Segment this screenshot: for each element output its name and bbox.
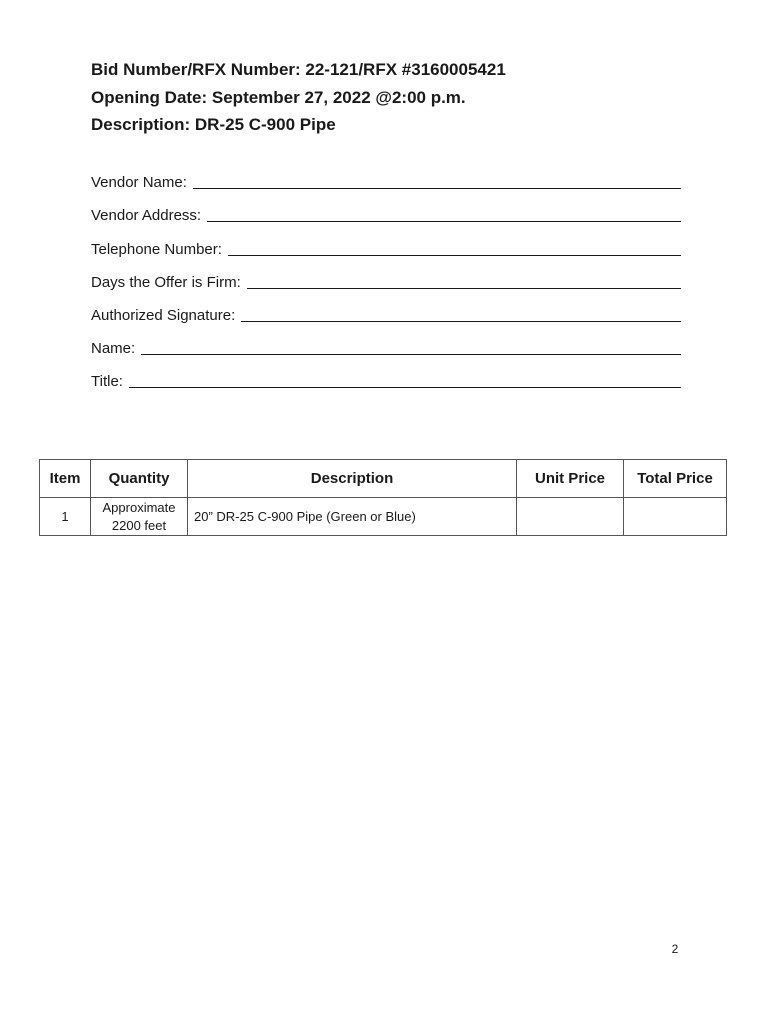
bid-number: Bid Number/RFX Number: 22-121/RFX #3160005421 <box>91 60 506 79</box>
signature-blank[interactable] <box>241 305 681 322</box>
column-header-description: Description <box>188 460 517 498</box>
vendor-fields <box>91 160 681 392</box>
vendor-address-row <box>91 193 681 226</box>
column-header-total-price: Total Price <box>624 460 727 498</box>
signature-row <box>91 293 681 326</box>
name-blank[interactable] <box>141 338 681 355</box>
vendor-name-label: Vendor Name: <box>91 174 187 192</box>
column-header-unit-price: Unit Price <box>517 460 624 498</box>
bid-description: Description: DR-25 C-900 Pipe <box>91 115 336 134</box>
table-header-row <box>40 460 727 498</box>
title-blank[interactable] <box>129 371 681 388</box>
table-row <box>40 498 727 536</box>
item-cell: 1 <box>40 498 91 536</box>
column-header-quantity: Quantity <box>91 460 188 498</box>
vendor-name-blank[interactable] <box>193 172 681 189</box>
vendor-name-row <box>91 160 681 193</box>
name-label: Name: <box>91 340 136 358</box>
name-row <box>91 326 681 359</box>
document-header <box>91 56 691 139</box>
description-cell: 20” DR-25 C-900 Pipe (Green or Blue) <box>188 498 517 536</box>
telephone-label: Telephone Number: <box>91 240 222 258</box>
telephone-row <box>91 226 681 259</box>
telephone-blank[interactable] <box>228 239 681 256</box>
opening-date: Opening Date: September 27, 2022 @2:00 p.m. <box>91 87 466 107</box>
vendor-address-blank[interactable] <box>207 205 681 222</box>
days-firm-label: Days the Offer is Firm: <box>91 273 241 291</box>
quantity-line-2: 2200 feet <box>111 517 167 533</box>
unit-price-cell[interactable] <box>517 498 624 536</box>
days-firm-row <box>91 260 681 293</box>
days-firm-blank[interactable] <box>247 272 681 289</box>
column-header-item: Item <box>40 460 91 498</box>
page-number: 2 <box>671 942 679 956</box>
quantity-line-1: Approximate <box>102 499 176 515</box>
title-label: Title: <box>91 373 123 391</box>
signature-label: Authorized Signature: <box>91 306 236 324</box>
vendor-address-label: Vendor Address: <box>91 207 202 225</box>
total-price-cell[interactable] <box>624 498 727 536</box>
bid-table <box>39 459 727 536</box>
title-row <box>91 359 681 392</box>
quantity-cell <box>91 498 188 536</box>
